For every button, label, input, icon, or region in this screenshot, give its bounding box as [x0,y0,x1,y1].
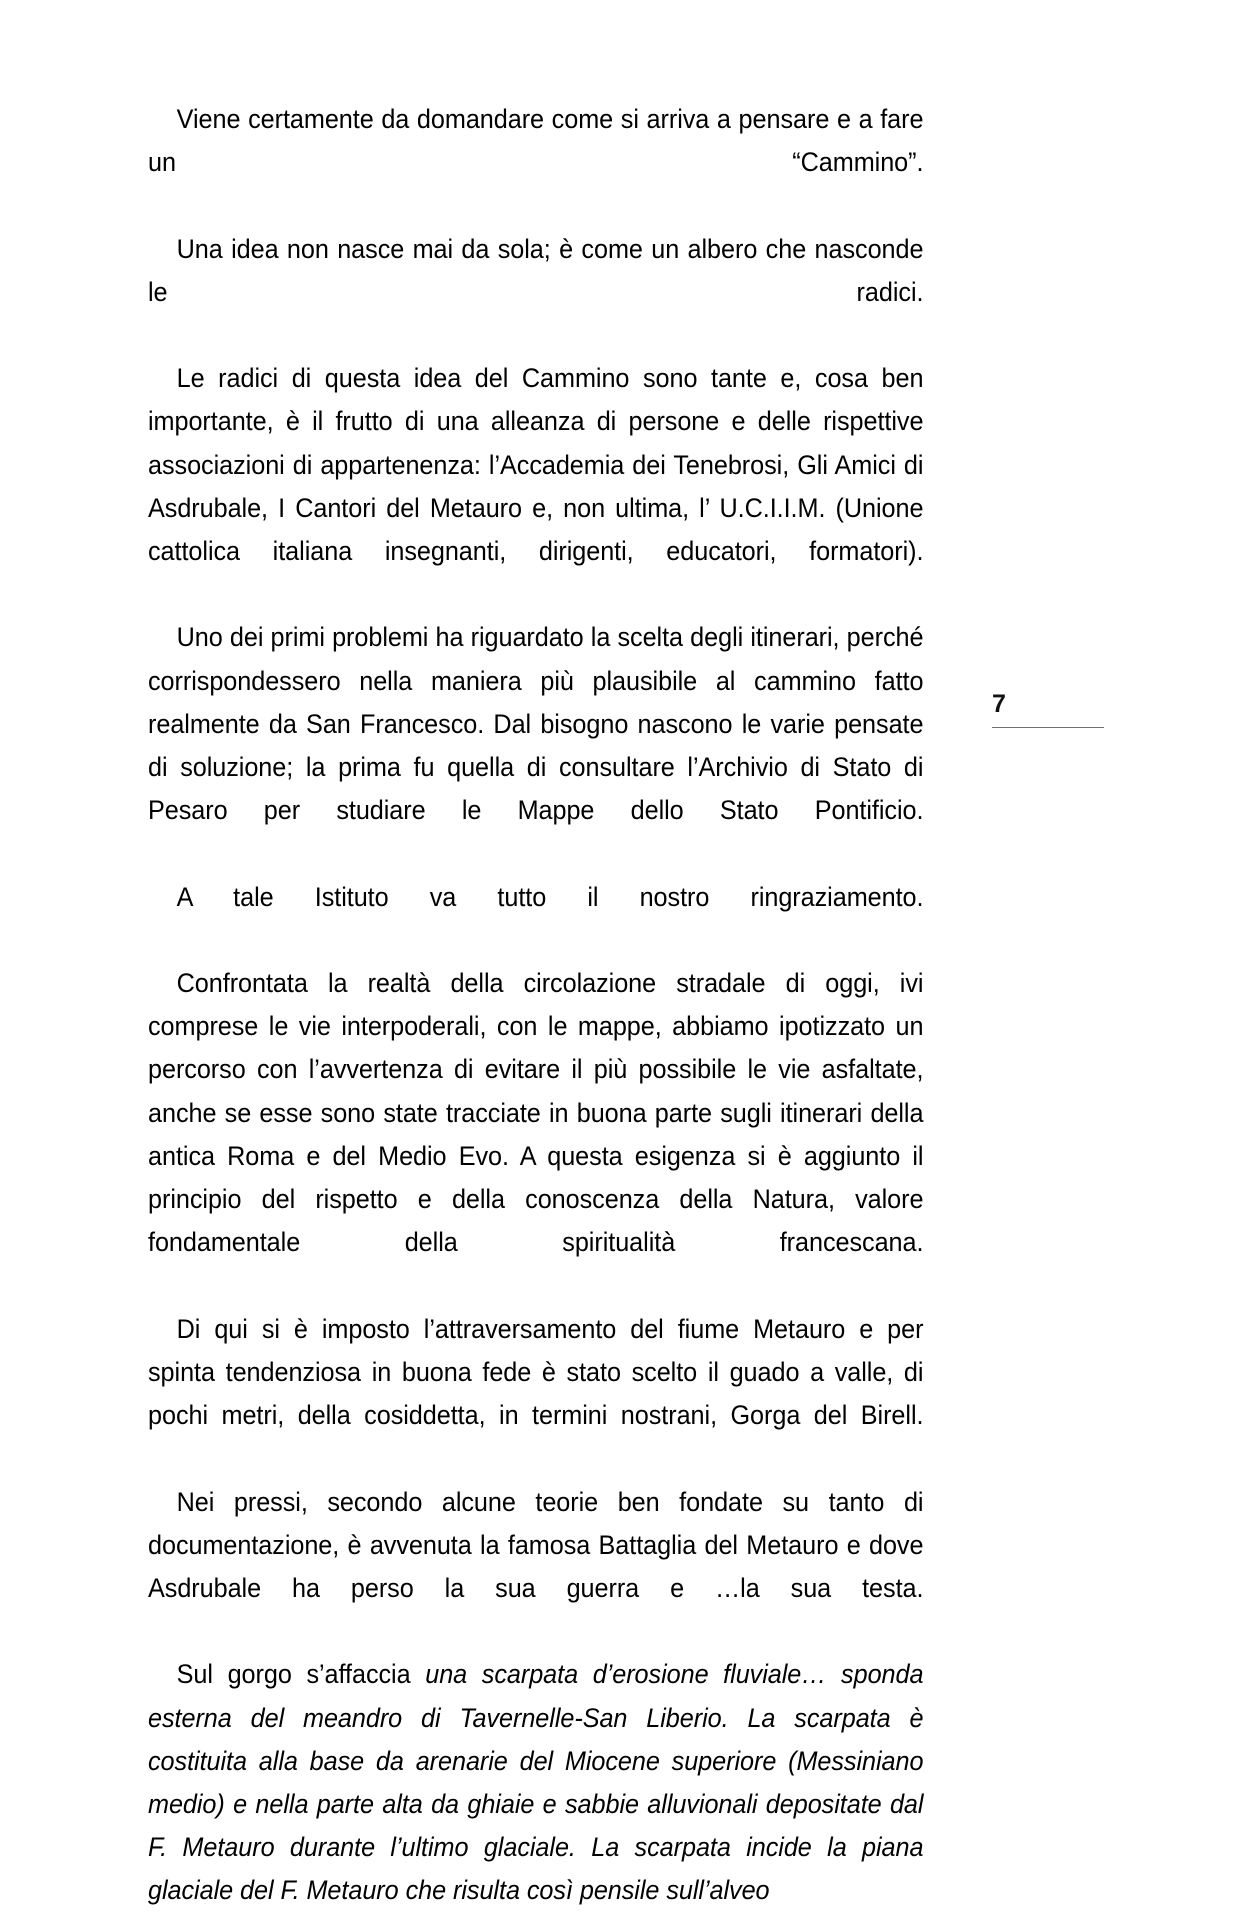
page-number: 7 [992,690,1006,718]
page-folio [992,690,1104,728]
paragraph-3: Le radici di questa idea del Cammino sono tante e, cosa ben importante, è il frutto di una alleanza di persone e delle rispettive associazioni di appartenenza: l’Accademia dei Tenebrosi, Gli Amici di Asdrubale, I Cantori del Metauro e, non ultima, l’ U.C.I.I.M. (Unione cattolica italiana insegnanti, dirigenti, educatori, formatori). [148,363,924,567]
quote-lead-in: Sul gorgo s’affaccia [176,1659,426,1690]
paragraph-9-quote [148,1653,923,1912]
paragraph-8: Nei pressi, secondo alcune teorie ben fondate su tanto di documentazione, è avvenuta la famosa Battaglia del Metauro e dove Asdrubale ha perso la sua guerra e …la sua testa. [148,1486,924,1603]
body-text-column [148,98,960,1913]
paragraph-2: Una idea non nasce mai da sola; è come un albero che nasconde le radici. [148,233,924,307]
paragraph-5: A tale Istituto va tutto il nostro ringraziamento. [176,881,924,912]
folio-divider [992,727,1104,728]
paragraph-1: Viene certamente da domandare come si arriva a pensare e a fare un “Cammino”. [148,104,924,178]
paragraph-4: Uno dei primi problemi ha riguardato la scelta degli itinerari, perché corrispondessero nella maniera più plausibile al cammino fatto realmente da San Francesco. Dal bisogno nascono le varie pensate di soluzione; la prima fu quella di consultare l’Archivio di Stato di Pesaro per studiare le Mappe dello Stato Pontificio. [148,622,924,826]
paragraph-7: Di qui si è imposto l’attraversamento del fiume Metauro e per spinta tendenziosa in buona fede è stato scelto il guado a valle, di pochi metri, della cosiddetta, in termini nostrani, Gorga del Birell. [148,1313,924,1431]
paragraph-6: Confrontata la realtà della circolazione stradale di oggi, ivi comprese le vie interpoderali, con le mappe, abbiamo ipotizzato un percorso con l’avvertenza di evitare il più possibile le vie asfaltate, anche se esse sono state tracciate in buona parte sugli itinerari della antica Roma e del Medio Evo. A questa esigenza si è aggiunto il principio del rispetto e della conoscenza della Natura, valore fondamentale della spiritualità francescana. [148,968,924,1258]
quote-italic-text: una scarpata d’erosione fluviale… sponda esterna del meandro di Tavernelle-San Liberio. La scarpata è costituita alla base da arenarie del Miocene superiore (Messiniano medio) e nella parte alta da ghiaie e sabbie alluvionali depositate dal F. Metauro durante l’ultimo glaciale. La scarpata incide la piana glaciale del F. Metauro che risulta così pensile sull’alveo [148,1659,924,1906]
